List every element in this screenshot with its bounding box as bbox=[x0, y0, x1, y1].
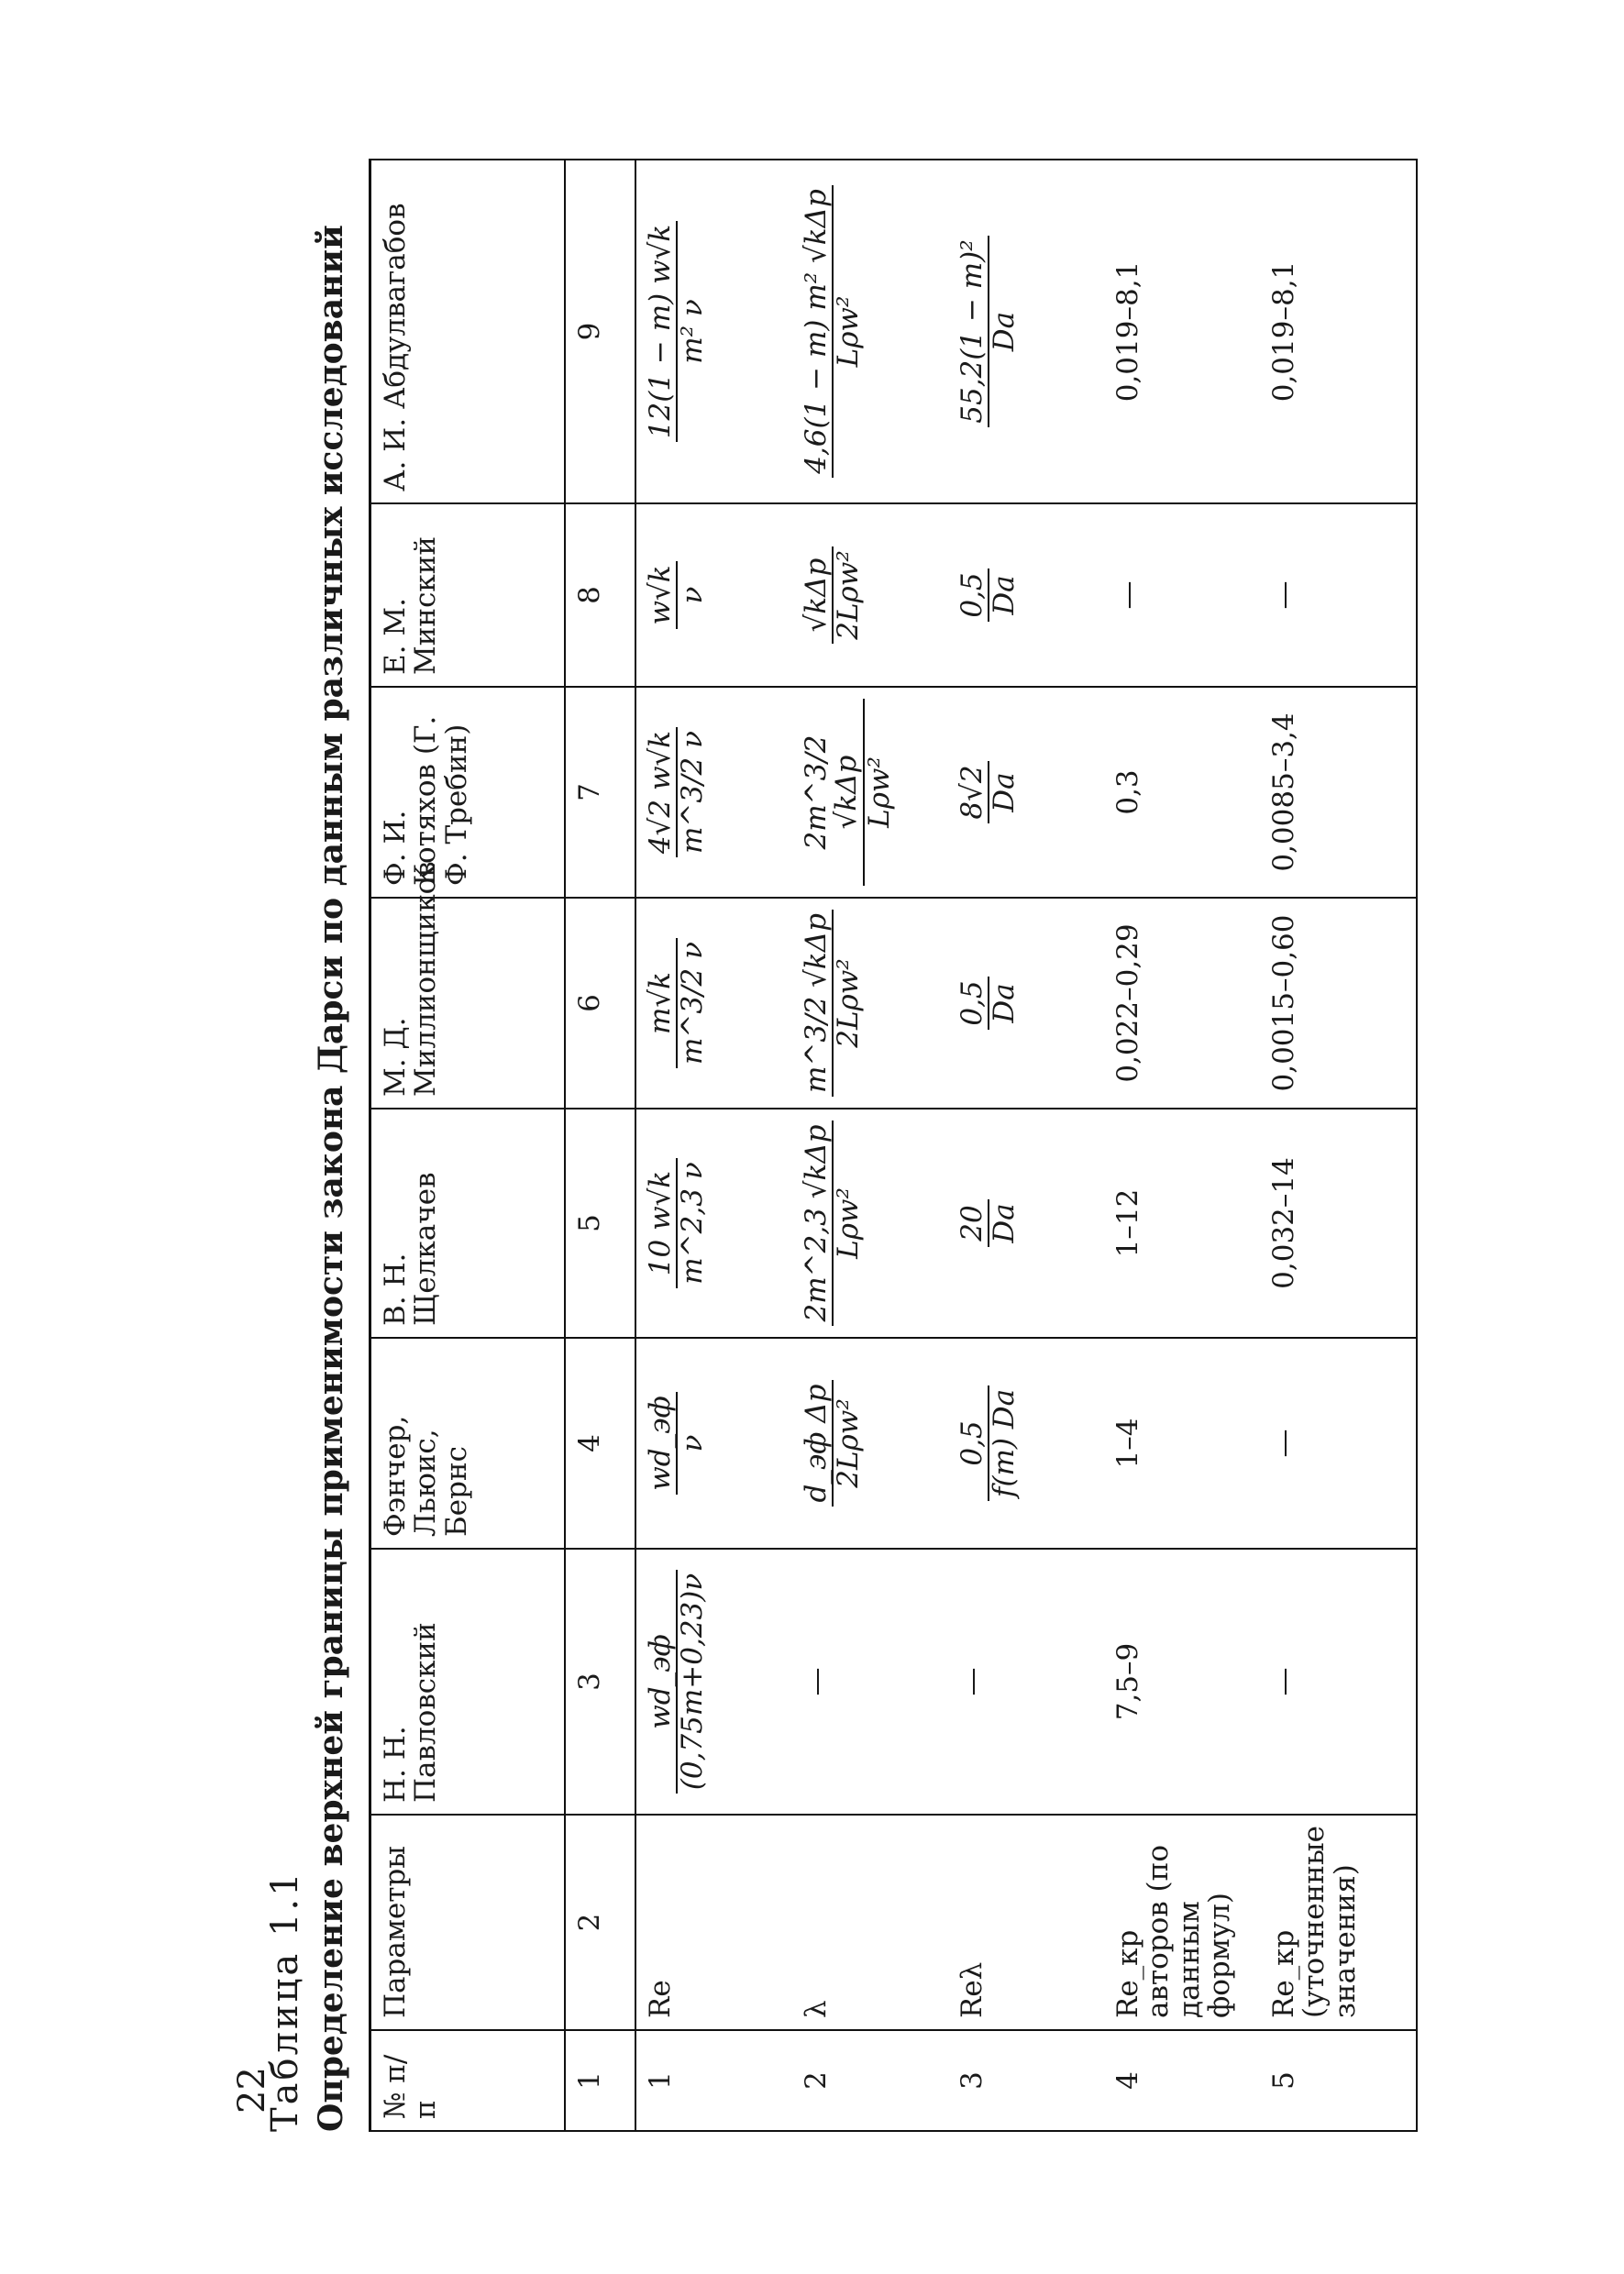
numerator: d_эф Δp bbox=[801, 1380, 834, 1506]
value-cell: — bbox=[1260, 503, 1417, 687]
table-caption: Таблица 1.1 bbox=[264, 1870, 306, 2132]
denominator: m² ν bbox=[676, 299, 710, 364]
table-row bbox=[792, 160, 948, 2131]
denominator: Lρw² bbox=[832, 1187, 866, 1259]
formula-cell bbox=[792, 1109, 948, 1338]
row-number: 1 bbox=[635, 2030, 792, 2131]
fraction bbox=[957, 568, 1021, 621]
value-cell: — bbox=[1260, 1549, 1417, 1815]
parameter-cell: λ bbox=[792, 1815, 948, 2030]
denominator: Da bbox=[988, 575, 1022, 615]
value-cell: 0,019–8,1 bbox=[1260, 160, 1417, 503]
column-number: 6 bbox=[565, 898, 635, 1109]
fraction bbox=[957, 1385, 1021, 1501]
row-number: 4 bbox=[1104, 2030, 1260, 2131]
parameter-cell: Reλ bbox=[948, 1815, 1104, 2030]
value-cell: 0,019–8,1 bbox=[1104, 160, 1260, 503]
denominator: 2Lρw² bbox=[832, 958, 866, 1048]
numerator: 4√2 w√k bbox=[646, 727, 678, 857]
denominator: Da bbox=[988, 1203, 1022, 1243]
parameter-cell: Re_кр авторов (по данным формул) bbox=[1104, 1815, 1260, 2030]
fraction bbox=[646, 938, 709, 1068]
value-cell: 1–4 bbox=[1104, 1338, 1260, 1549]
numerator: 0,5 bbox=[957, 568, 989, 621]
rotated-page-content bbox=[257, 160, 1421, 2132]
column-number: 3 bbox=[565, 1549, 635, 1815]
parameter-cell: Re bbox=[635, 1815, 792, 2030]
column-number: 5 bbox=[565, 1109, 635, 1338]
denominator: (0,75m+0,23)ν bbox=[676, 1573, 710, 1791]
formula-cell bbox=[792, 687, 948, 898]
denominator: m^3/2 ν bbox=[676, 942, 710, 1065]
fraction bbox=[801, 910, 865, 1097]
formula-cell bbox=[635, 898, 792, 1109]
column-number: 4 bbox=[565, 1338, 635, 1549]
value-cell: — bbox=[792, 1549, 948, 1815]
fraction bbox=[801, 1120, 865, 1325]
formula-cell bbox=[792, 898, 948, 1109]
numerator: √kΔp bbox=[801, 546, 834, 644]
header-cell: Ф. И. Котяхов (Г. Ф. Требин) bbox=[370, 687, 566, 898]
numerator: 10 w√k bbox=[646, 1158, 678, 1287]
denominator: ν bbox=[676, 1434, 710, 1452]
formula-cell bbox=[948, 160, 1104, 503]
formula-cell bbox=[635, 1109, 792, 1338]
fraction bbox=[801, 1380, 865, 1506]
value-cell: 7,5–9 bbox=[1104, 1549, 1260, 1815]
numerator: 0,5 bbox=[957, 1385, 989, 1501]
formula-cell bbox=[948, 503, 1104, 687]
formula-cell bbox=[948, 898, 1104, 1109]
value-cell: 0,022–0,29 bbox=[1104, 898, 1260, 1109]
column-number-row bbox=[565, 160, 635, 2131]
fraction bbox=[801, 546, 865, 644]
row-number: 3 bbox=[948, 2030, 1104, 2131]
formula-cell bbox=[948, 1338, 1104, 1549]
numerator: 0,5 bbox=[957, 977, 989, 1029]
row-number: 5 bbox=[1260, 2030, 1417, 2131]
numerator: 12(1 − m) w√k bbox=[646, 221, 678, 442]
formula-cell bbox=[792, 1338, 948, 1549]
header-row bbox=[370, 160, 566, 2131]
fraction bbox=[646, 1392, 709, 1495]
parameter-cell: Re_кр (уточненные значения) bbox=[1260, 1815, 1417, 2030]
numerator: 2m^2,3 √kΔp bbox=[801, 1120, 834, 1325]
denominator: Da bbox=[988, 772, 1022, 812]
denominator: Lρw² bbox=[862, 756, 896, 828]
formula-cell bbox=[792, 503, 948, 687]
fraction bbox=[957, 977, 1021, 1029]
numerator: 55,2(1 − m)² bbox=[957, 236, 989, 426]
fraction bbox=[957, 1199, 1021, 1246]
formula-cell bbox=[635, 160, 792, 503]
formula-cell bbox=[948, 1109, 1104, 1338]
formula-cell bbox=[635, 1338, 792, 1549]
denominator: m^3/2 ν bbox=[676, 731, 710, 854]
numerator: 8√2 bbox=[957, 761, 989, 822]
fraction bbox=[646, 1570, 709, 1794]
page-number: 22 bbox=[231, 2067, 273, 2114]
value-cell: — bbox=[948, 1549, 1104, 1815]
fraction bbox=[957, 236, 1021, 426]
formula-cell bbox=[635, 687, 792, 898]
value-cell: — bbox=[1260, 1338, 1417, 1549]
value-cell: 0,3 bbox=[1104, 687, 1260, 898]
denominator: 2Lρw² bbox=[832, 550, 866, 640]
header-cell: А. И. Абдулвагабов bbox=[370, 160, 566, 503]
numerator: wd_эф bbox=[646, 1570, 678, 1794]
fraction bbox=[646, 561, 709, 628]
formula-cell bbox=[948, 687, 1104, 898]
numerator: 4,6(1 − m) m² √kΔp bbox=[801, 185, 834, 478]
value-cell: 0,0085–3,4 bbox=[1260, 687, 1417, 898]
formula-cell bbox=[635, 1549, 792, 1815]
header-cell: М. Д. Миллионщиков bbox=[370, 898, 566, 1109]
header-cell: Н. Н. Павловский bbox=[370, 1549, 566, 1815]
fraction bbox=[646, 1158, 709, 1287]
fraction bbox=[801, 699, 895, 886]
table-body bbox=[635, 160, 1417, 2131]
column-number: 1 bbox=[565, 2030, 635, 2131]
column-number: 8 bbox=[565, 503, 635, 687]
denominator: Lρw² bbox=[832, 295, 866, 368]
fraction bbox=[646, 221, 709, 442]
numerator: 20 bbox=[957, 1199, 989, 1246]
column-number: 7 bbox=[565, 687, 635, 898]
darcy-law-table bbox=[369, 159, 1418, 2132]
row-number: 2 bbox=[792, 2030, 948, 2131]
denominator: m^2,3 ν bbox=[676, 1162, 710, 1285]
header-cell: № п/п bbox=[370, 2030, 566, 2131]
column-number: 2 bbox=[565, 1815, 635, 2030]
value-cell: 1–12 bbox=[1104, 1109, 1260, 1338]
fraction bbox=[801, 185, 865, 478]
numerator: 2m^3/2 √kΔp bbox=[801, 699, 865, 886]
value-cell: — bbox=[1104, 503, 1260, 687]
denominator: Da bbox=[988, 311, 1022, 352]
table-row bbox=[948, 160, 1104, 2131]
numerator: m√k bbox=[646, 938, 678, 1068]
fraction bbox=[957, 761, 1021, 822]
numerator: m^3/2 √kΔp bbox=[801, 910, 834, 1097]
table-title: Определение верхней границы применимости закона Дарси по данным различных исследований bbox=[312, 225, 350, 2132]
denominator: Da bbox=[988, 983, 1022, 1023]
numerator: w√k bbox=[646, 561, 678, 628]
header-cell: Параметры bbox=[370, 1815, 566, 2030]
formula-cell bbox=[635, 503, 792, 687]
header-cell: В. Н. Щелкачев bbox=[370, 1109, 566, 1338]
table-row bbox=[1104, 160, 1260, 2131]
header-cell: Фэнчер, Льюис, Бернс bbox=[370, 1338, 566, 1549]
header-cell: Е. М. Минский bbox=[370, 503, 566, 687]
denominator: f(m) Da bbox=[988, 1388, 1022, 1498]
numerator: wd_эф bbox=[646, 1392, 678, 1495]
column-number: 9 bbox=[565, 160, 635, 503]
value-cell: 0,032–14 bbox=[1260, 1109, 1417, 1338]
value-cell: 0,0015–0,60 bbox=[1260, 898, 1417, 1109]
denominator: ν bbox=[676, 586, 710, 604]
formula-cell bbox=[792, 160, 948, 503]
fraction bbox=[646, 727, 709, 857]
table-row bbox=[635, 160, 792, 2131]
denominator: 2Lρw² bbox=[832, 1398, 866, 1488]
table-row bbox=[1260, 160, 1417, 2131]
